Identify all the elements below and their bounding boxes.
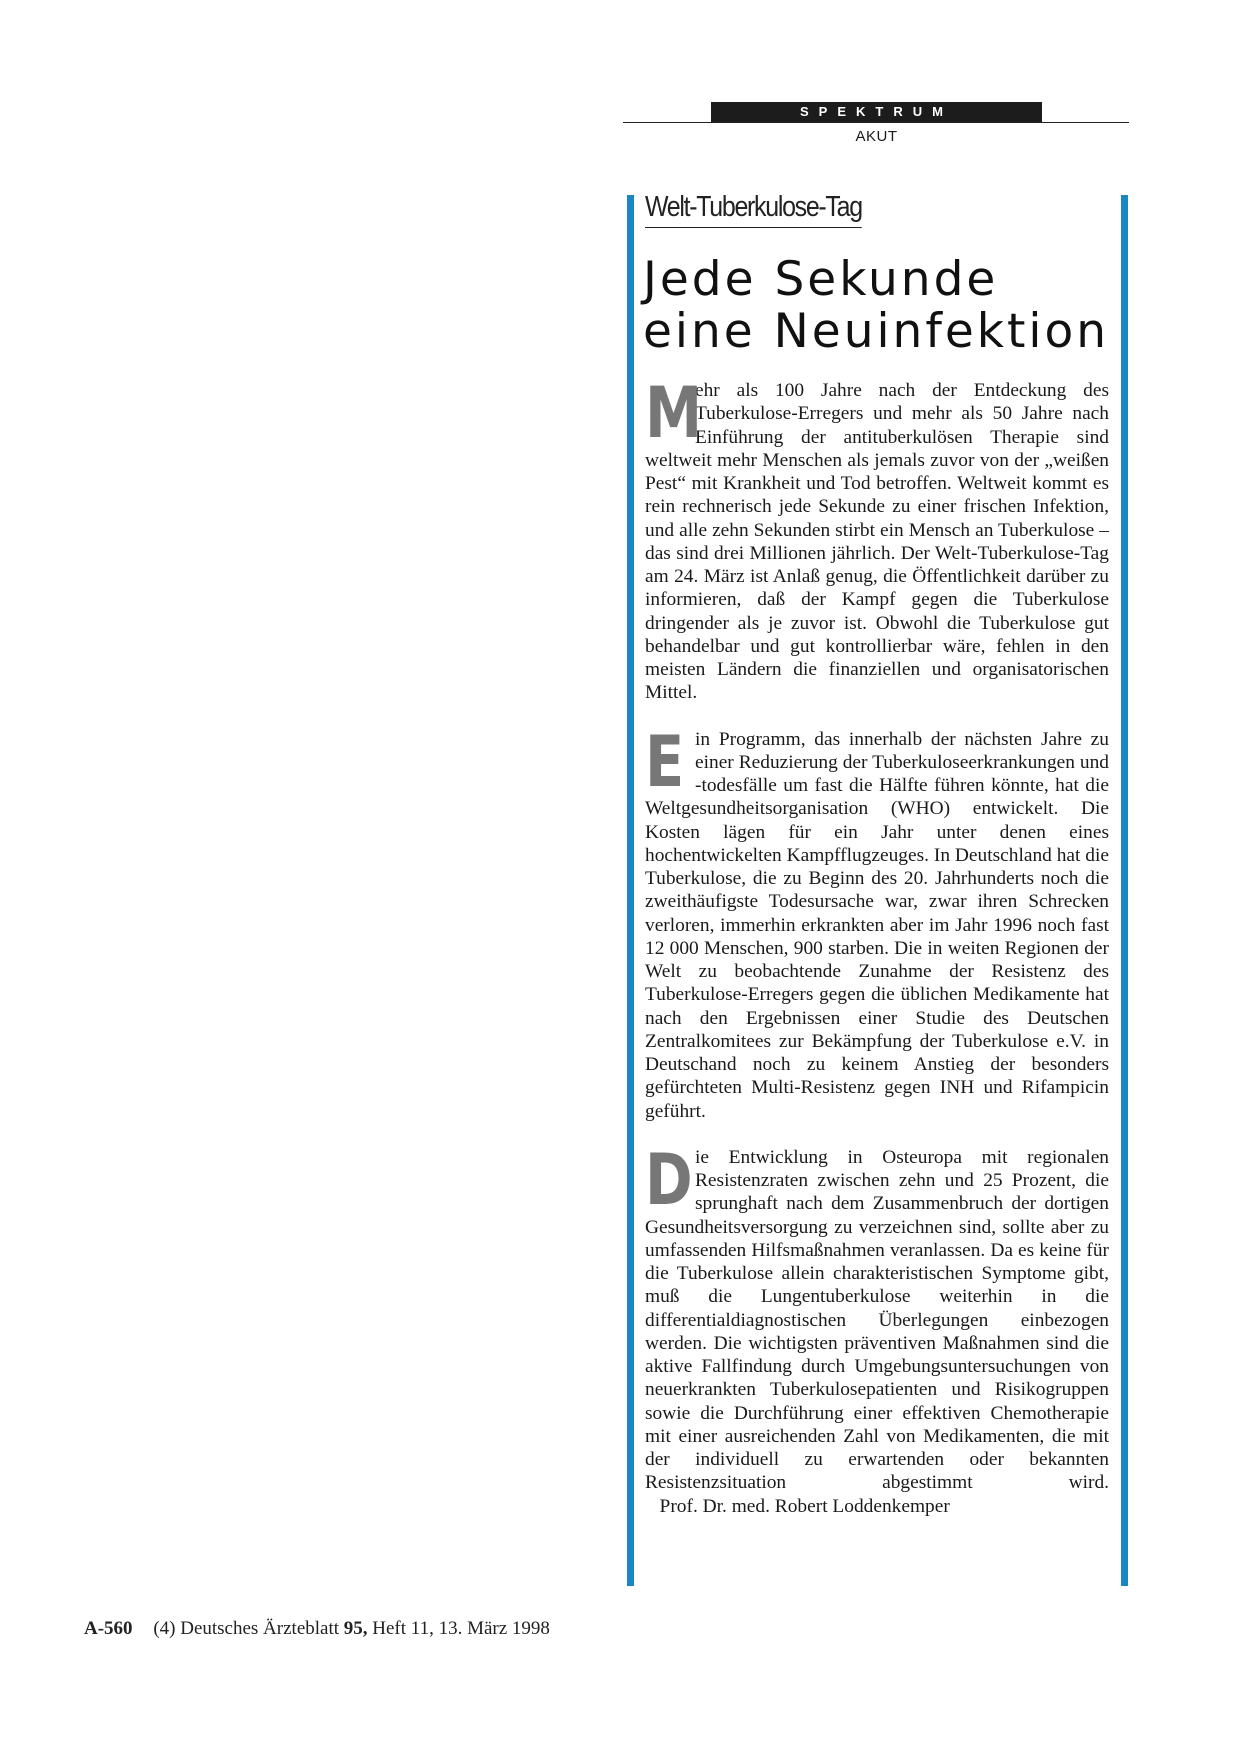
paragraph-text: in Programm, das innerhalb der nächsten Jahre zu einer Reduzierung der Tuberkuloseerkrankungen und -todesfälle um fast die Hälfte führen könnte, hat die Weltgesundheitsorganisation (WHO) entwickelt. Die Kosten lägen für ein Jahr unter denen eines hochentwickelten Kampfflugzeuges. In Deutschland hat die Tuberkulose, die zu Beginn des 20. Jahrhunderts noch die zweithäufigste Todesursache war, zwar ihren Schrecken verloren, immerhin erkrankten aber im Jahr 1996 noch fast 12 000 Menschen, 900 starben. Die in weiten Regionen der Welt zu beobachtende Zunahme der Resistenz des Tuberkulose-Erregers gegen die üblichen Medikamente hat nach den Ergebnissen einer Studie des Deutschen Zentralkomitees zur Bekämpfung der Tuberkulose e.V. in Deutschand noch zu keinem Anstieg der besonders gefürchteten Multi-Resistenz gegen INH und Rifampicin geführt. [645,728,1109,1122]
author-name: Prof. Dr. med. Robert Loddenkemper [659,1495,950,1517]
left-accent-bar [627,195,634,1586]
paragraph-1 [645,372,1109,705]
paragraph-3 [645,1138,1109,1518]
paragraph-text: ehr als 100 Jahre nach der Entdeckung des Tuberkulose-Erregers und mehr als 50 Jahre nach Einführung der antituberkulösen Therapie sind weltweit mehr Menschen als jemals zuvor von der „weißen Pest“ mit Krankheit und Tod betroffen. Weltweit kommt es rein rechnerisch jede Sekunde zu einer frischen Infektion, und alle zehn Sekunden stirbt ein Mensch an Tuberkulose – das sind drei Millionen jährlich. Der Welt-Tuberkulose-Tag am 24. März ist Anlaß genug, die Öffentlichkeit darüber zu informieren, daß der Kampf gegen die Tuberkulose dringender als je zuvor ist. Obwohl die Tuberkulose gut behandelbar und gut kontrollierbar wäre, fehlen in den meisten Ländern die finanziellen und organisatorischen Mittel. [645,380,1109,704]
right-accent-bar [1121,195,1128,1586]
volume-number: 95, [343,1618,368,1639]
article-kicker: Welt-Tuberkulose-Tag [645,191,862,228]
drop-cap: M [645,372,703,454]
page-number: A-560 [84,1618,133,1639]
drop-cap: D [645,1138,693,1221]
journal-name: (4) Deutsches Ärzteblatt [153,1618,340,1639]
drop-cap: E [645,720,685,803]
paragraph-text: ie Entwicklung in Osteuropa mit regionalen Resistenzraten zwischen zehn und 25 Prozent, die sprunghaft nach dem Zusammenbruch der dortigen Gesundheitsversorgung zu verzeichnen sind, sollte aber zu umfassenden Hilfsmaßnahmen veranlassen. Da es keine für die Tuberkulose allein charakteristischen Symptome gibt, muß die Lungentuberkulose weiterhin in die differentialdiagnostischen Überlegungen einbezogen werden. Die wichtigsten präventiven Maßnahmen sind die aktive Fallfindung durch Umgebungsuntersuchungen von neuerkrankten Tuberkulosepatienten und Risikogruppen sowie die Durchführung einer effektiven Chemotherapie mit einer ausreichenden Zahl von Medikamenten, die mit der individuell zu erwartenden oder bekannten Resistenzsituation abgestimmt wird. [645,1146,1109,1494]
paragraph-2 [645,720,1109,1123]
article-headline: Jede Sekunde eine Neuinfektion [643,252,1110,359]
subsection-label: AKUT [855,128,898,145]
header-rule [623,122,1129,123]
article-body [645,372,1109,1541]
issue-date: Heft 11, 13. März 1998 [372,1618,550,1639]
page-footer [84,1618,550,1640]
section-label: SPEKTRUM [711,102,1042,122]
